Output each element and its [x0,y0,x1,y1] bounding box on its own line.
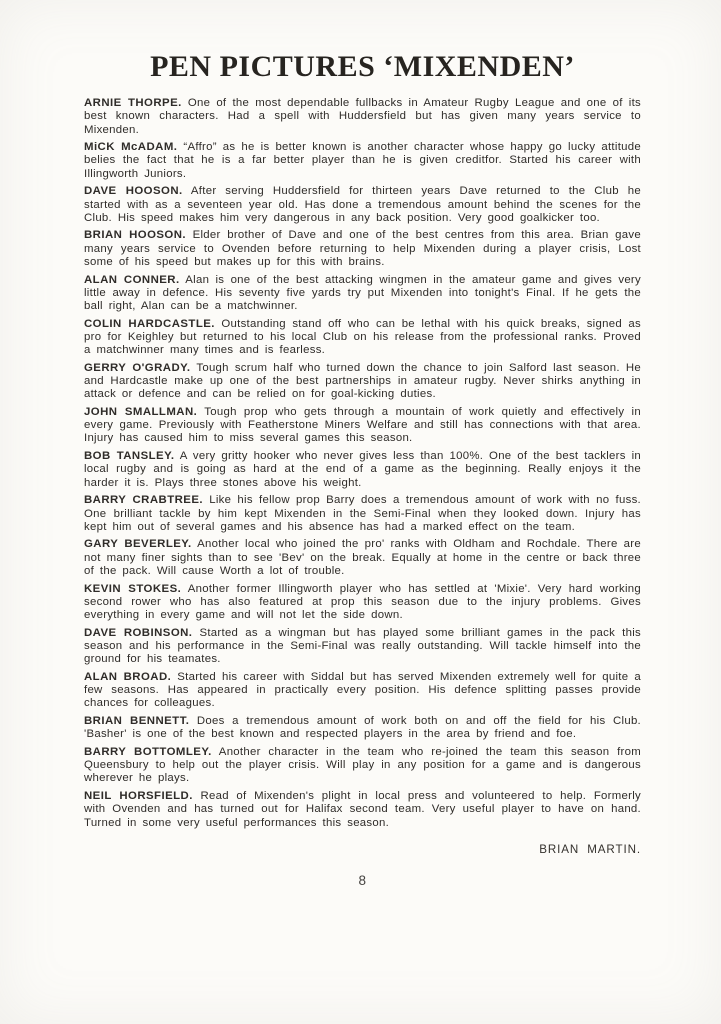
player-entry [84,715,641,742]
player-name: GERRY O'GRADY. [84,361,191,374]
player-entry [84,790,641,830]
player-entry [84,318,641,358]
player-entry [84,746,641,786]
player-entry [84,185,641,225]
player-entry [84,583,641,623]
player-bio: After serving Huddersfield for thirteen years Dave returned to the Club he started with as a seventeen year old. Has done a tremendous amount behind the scenes for the Club. His speed makes him very dangerous in any back position. Very good goalkicker too. [84,185,641,224]
player-name: BARRY CRABTREE. [84,494,203,507]
player-name: ALAN BROAD. [84,670,172,683]
player-bio: Elder brother of Dave and one of the best centres from this area. Brian gave many years service to Ovenden before returning to help Mixenden during a player crisis, Lost some of his speed but makes up for this with brains. [84,229,641,268]
player-name: MiCK McADAM. [84,141,178,154]
player-name: KEVIN STOKES. [84,582,182,595]
player-entry [84,97,641,137]
player-bio: A very gritty hooker who never gives less than 100%. One of the best tacklers in local rugby and is going as hard at the end of a game as the beginning. Really enjoys it the harder it is. Plays three stones above his weight. [84,450,641,489]
player-entry [84,494,641,534]
player-bio: Like his fellow prop Barry does a tremendous amount of work with no fuss. One brilliant tackle by him kept Mixenden in the Semi-Final when they looked down. Injury has kept him out of several games and his absence has had a marked effect on the team. [84,494,641,533]
player-name: ARNIE THORPE. [84,97,182,109]
player-name: DAVE ROBINSON. [84,626,193,639]
player-name: BRIAN BENNETT. [84,714,190,727]
player-name: BARRY BOTTOMLEY. [84,745,212,758]
player-name: ALAN CONNER. [84,273,180,286]
player-bio: Outstanding stand off who can be lethal with his quick breaks, signed as pro for Keighley but returned to his local Club on his release from the professional ranks. Proved a matchwinner many times and is fearless. [84,317,641,357]
player-entry [84,671,641,711]
player-bio: Read of Mixenden's plight in local press and volunteered to help. Formerly with Ovenden and has turned out for Halifax second team. Very useful player to have on hand. Turned in some very useful performances this season. [84,790,641,829]
player-name: BRIAN HOOSON. [84,229,187,242]
player-bio: One of the most dependable fullbacks in Amateur Rugby League and one of its best known characters. Had a spell with Huddersfield but has given many years service to Mixenden. [84,97,642,136]
player-entry [84,362,641,402]
page-content [84,0,641,888]
player-bio: Started his career with Siddal but has served Mixenden extremely well for quite a few seasons. Has appeared in practically every position. His defence splitting passes provide chances for colleagues. [84,670,641,710]
player-bio: Does a tremendous amount of work both on and off the field for his Club. 'Basher' is one of the best known and respected players in the area by friend and foe. [84,714,642,741]
player-entry [84,141,641,181]
player-entry [84,406,641,446]
player-entry [84,229,641,269]
player-entry [84,274,641,314]
player-bio: Alan is one of the best attacking wingmen in the amateur game and gives very little away in defence. His seventy five yards try put Mixenden into tonight's Final. If he gets the ball right, Alan can be a matchwinner. [84,273,641,313]
page-title: PEN PICTURES ‘MIXENDEN’ [150,50,575,83]
player-name: NEIL HORSFIELD. [84,790,193,802]
player-bio: Another local who joined the pro' ranks with Oldham and Rochdale. There are not many finer sights than to see 'Bev' on the break. Equally at home in the centre or back three of the pack. Will cause Worth a lot of trouble. [84,538,641,577]
player-name: GARY BEVERLEY. [84,538,192,551]
player-entry [84,450,641,490]
player-bio: Tough prop who gets through a mountain of work quietly and effectively in every game. Previously with Featherstone Miners Welfare and still has connections with that area. Injury has caused him to miss several games this season. [84,405,641,445]
player-bio: Tough scrum half who turned down the chance to join Salford last season. He and Hardcastle make up one of the best partnerships in amateur rugby. Never shirks anything in attack or defence and can be relied on for goal-kicking duties. [84,361,641,401]
player-bio: Started as a wingman but has played some brilliant games in the pack this season and his performance in the Semi-Final was really outstanding. Will tackle himself into the ground for his teamates. [84,626,642,666]
player-entries [84,97,641,830]
player-bio: Another character in the team who re-joined the team this season from Queensbury to help out the player crisis. Will play in any position for a game and is dangerous wherever he plays. [84,745,641,785]
player-name: JOHN SMALLMAN. [84,405,198,418]
player-bio: “Affro” as he is better known is another character whose happy go lucky attitude belies the fact that he is a far better player than he is given creditfor. Started his career with Illingworth Juniors. [84,141,641,180]
player-bio: Another former Illingworth player who has settled at 'Mixie'. Very hard working second rower who has also featured at prop this season due to the injury problems. Gives everything in every game and will not let the side down. [84,582,641,622]
player-entry [84,627,641,667]
player-name: BOB TANSLEY. [84,450,175,463]
player-entry [84,538,641,578]
player-name: COLIN HARDCASTLE. [84,317,215,330]
player-name: DAVE HOOSON. [84,185,183,198]
author-signature: BRIAN MARTIN. [539,842,641,856]
page-number: 8 [358,872,367,888]
